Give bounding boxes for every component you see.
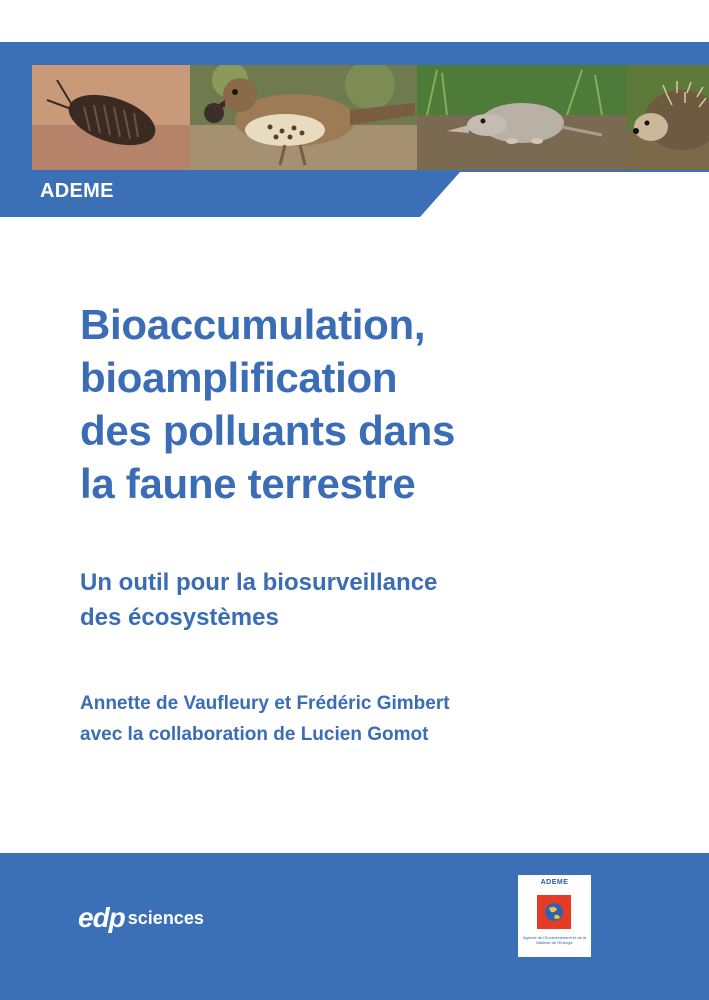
ademe-logo-square [537, 895, 571, 929]
publisher-sciences: sciences [127, 907, 204, 928]
title-line: bioamplification [80, 354, 398, 401]
book-subtitle [80, 565, 437, 635]
publisher-edp: edp [78, 902, 125, 933]
series-label: ADEME [40, 180, 114, 202]
edp-sciences-logo [78, 902, 204, 934]
book-title [80, 298, 455, 510]
title-line: Bioaccumulation, [80, 301, 426, 348]
ademe-logo-caption: Agence de l'Environnement et de la Maîtrise de l'Energie [522, 935, 587, 945]
authors-line: avec la collaboration de Lucien Gomot [80, 724, 429, 745]
hedgehog-photo [627, 65, 709, 170]
globe-icon [537, 895, 571, 929]
subtitle-line: des écosystèmes [80, 604, 279, 631]
authors-line: Annette de Vaufleury et Frédéric Gimbert [80, 693, 450, 714]
shrew-photo [417, 65, 627, 170]
thrush-bird-photo [190, 65, 417, 170]
title-line: des polluants dans [80, 407, 455, 454]
photo-strip [32, 65, 709, 170]
title-line: la faune terrestre [80, 460, 416, 507]
subtitle-line: Un outil pour la biosurveillance [80, 569, 438, 596]
authors [80, 688, 450, 750]
ademe-logo-word: ADEME [540, 879, 569, 886]
ademe-logo [518, 875, 591, 957]
woodlouse-photo [32, 65, 190, 170]
